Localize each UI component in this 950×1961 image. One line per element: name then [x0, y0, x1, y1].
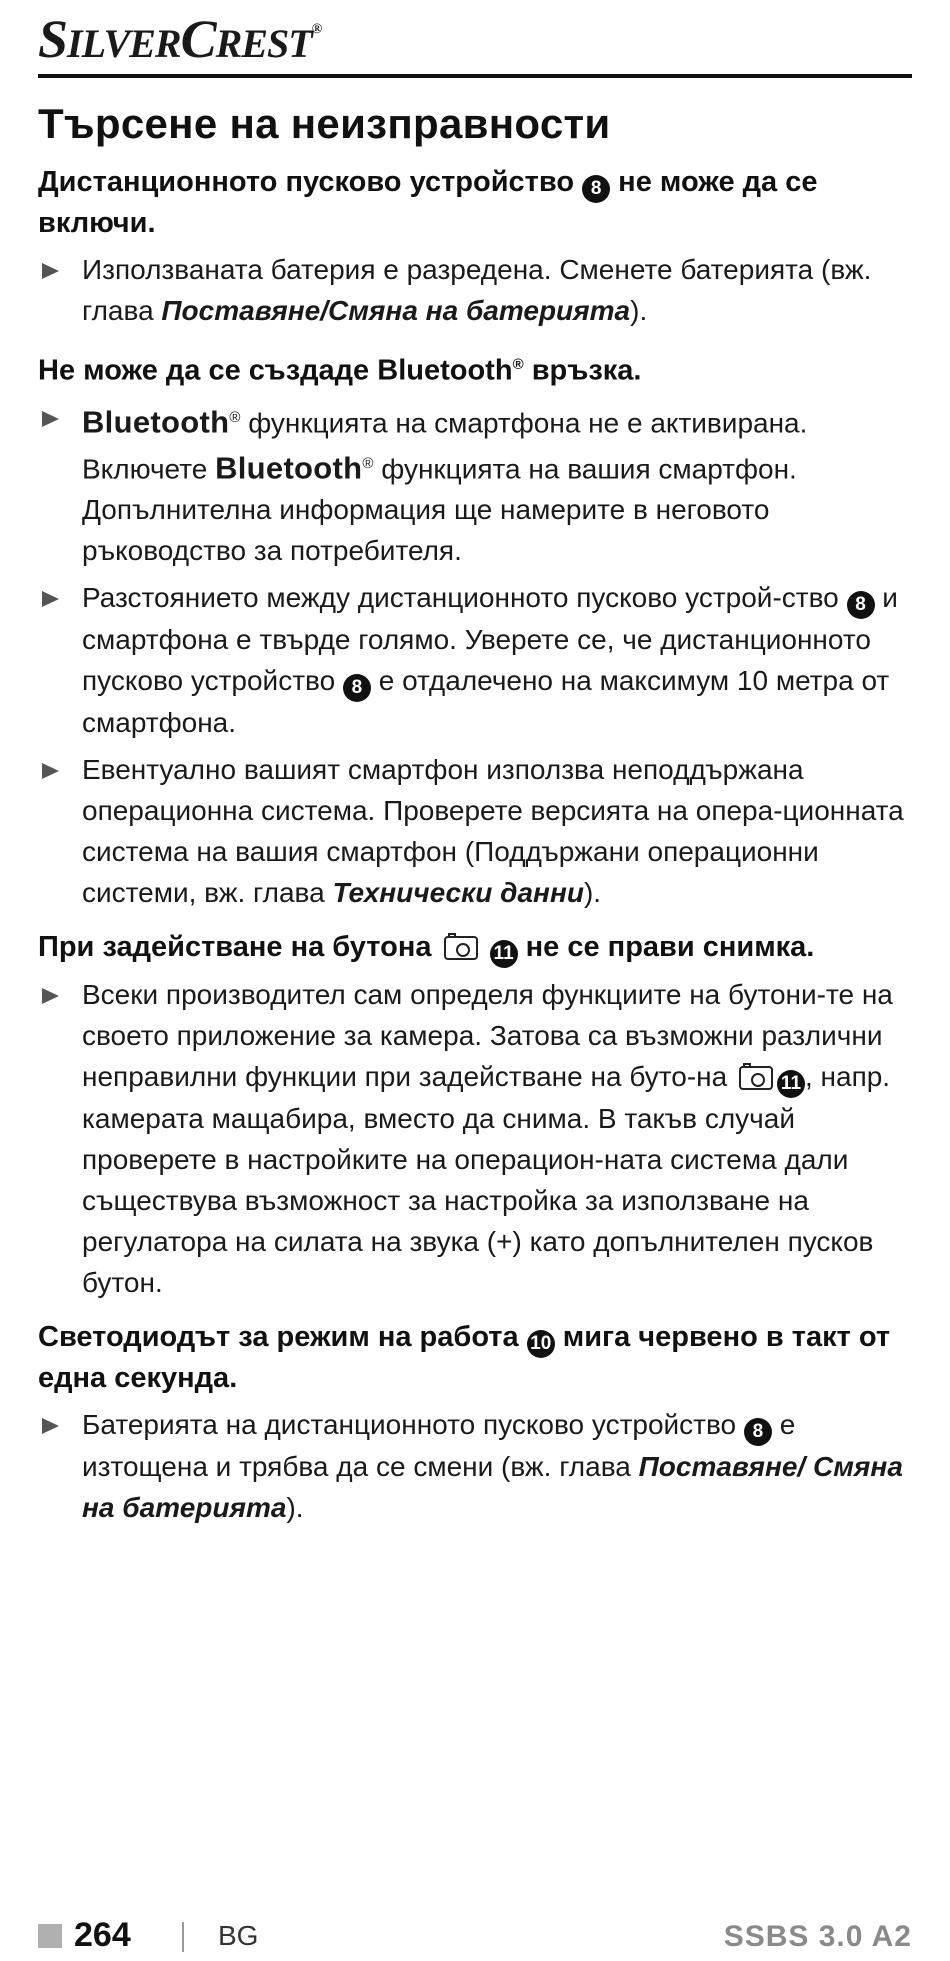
section-heading-remote-power: Дистанционното пусково устройство 8 не може да се включи.	[38, 166, 818, 239]
list-item: Евентуално вашият смартфон използва неподдържана операционна система. Проверете версията на опера-ционната система на вашия смартфон (Поддържани операционни системи, вж. глава Технически данни).	[38, 749, 918, 913]
section-list	[38, 397, 918, 914]
model-number: SSBS 3.0 A2	[723, 1920, 912, 1953]
section-list	[38, 249, 918, 331]
bullet-arrow-icon	[42, 591, 59, 607]
main-content	[38, 100, 918, 1534]
footer-square-icon	[38, 1924, 62, 1948]
ref-badge: 8	[343, 674, 371, 702]
bullet-arrow-icon	[42, 763, 59, 779]
chapter-reference: Поставяне/Смяна на батерията	[161, 295, 631, 326]
page-number: 264	[74, 1916, 131, 1954]
ref-badge: 8	[582, 175, 610, 203]
section-heading-bluetooth: Не може да се създаде Bluetooth® връзка.	[38, 354, 642, 387]
section-heading-led: Светодиодът за режим на работа 10 мига червено в такт от една секунда.	[38, 1321, 891, 1395]
bullet-arrow-icon	[42, 1418, 59, 1434]
camera-icon	[739, 1066, 773, 1090]
ref-badge: 8	[847, 591, 875, 619]
bullet-arrow-icon	[42, 263, 59, 279]
section-heading-camera-button: При задействане на бутона 11 не се прави снимка.	[38, 927, 918, 968]
bullet-arrow-icon	[42, 411, 59, 427]
language-code: BG	[218, 1920, 259, 1951]
chapter-reference: Поставяне/ Смяна на батерията	[82, 1451, 903, 1524]
header-rule	[38, 74, 912, 78]
section-list	[38, 1404, 918, 1528]
list-item: Използваната батерия е разредена. Сменете батерията (вж. глава Поставяне/Смяна на батерията).	[38, 249, 918, 331]
list-item: Батерията на дистанционното пусково устройство 8 е изтощена и трябва да се смени (вж. глава Поставяне/ Смяна на батерията).	[38, 1404, 918, 1528]
ref-badge: 8	[744, 1418, 772, 1446]
list-item: Разстоянието между дистанционното пусково устрой-ство 8 и смартфона е твърде голямо. Уверете се, че дистанционното пусково устройство 8 е отдалечено на максимум 10 метра от смартфона.	[38, 577, 918, 743]
chapter-reference: Технически данни	[332, 877, 584, 909]
ref-badge: 11	[490, 940, 518, 968]
section-list	[38, 974, 918, 1303]
camera-icon	[444, 936, 478, 960]
page-title: Търсене на неизправности	[38, 100, 611, 147]
page-footer	[38, 1918, 912, 1958]
bullet-arrow-icon	[42, 988, 59, 1004]
ref-badge: 10	[527, 1330, 555, 1358]
list-item: Всеки производител сам определя функциите на бутони-те на своето приложение за камера. Затова са възможни различни неправилни функции при задействане на буто-на 11 , напр. камерата мащабира, вместо да снима. В такъв случай проверете в настройките на операцион-ната система дали съществува възможност за настройка за използване на регулатора на силата на звука (+) като допълнителен пусков бутон.	[38, 974, 918, 1303]
list-item: Bluetooth® функцията на смартфона не е активирана. Включете Bluetooth® функцията на вашия смартфон. Допълнителна информация ще намерите в неговото ръководство за потребителя.	[38, 397, 918, 572]
brand-logo: SILVERCREST®	[38, 9, 322, 69]
footer-divider	[182, 1922, 184, 1952]
ref-badge: 11	[777, 1070, 805, 1098]
